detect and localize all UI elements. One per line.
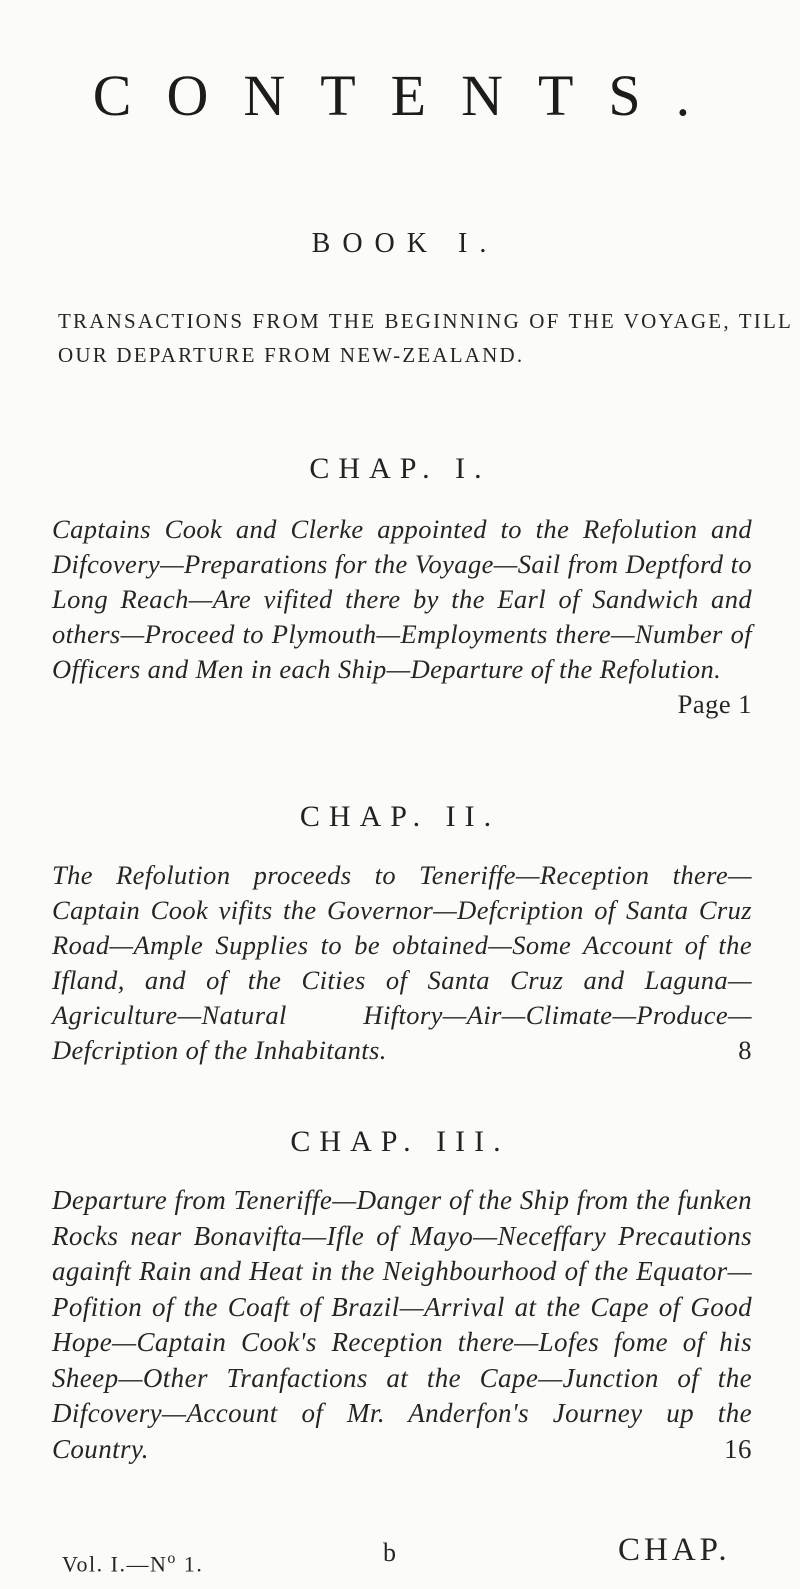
volume-signature (62, 1547, 203, 1577)
chapter-2-page: 8 (738, 1035, 752, 1065)
chapter-1-page: Page 1 (677, 689, 752, 719)
chapter-2-summary-text: The Refolution proceeds to Teneriffe—Reception there—Captain Cook vifits the Governor—Defcription of Santa Cruz Road—Ample Supplies to be obtained—Some Account of the Ifland, and of the Cities of Santa Cruz and Laguna—Agriculture—Natural Hiftory—Air—Climate—Produce—Defcription of the Inhabitants. (52, 860, 752, 1065)
chapter-3-page: 16 (724, 1433, 752, 1464)
section-title: TRANSACTIONS FROM THE BEGINNING OF THE VOYAGE, TILL OUR DEPARTURE FROM NEW-ZEALAND. (58, 309, 793, 367)
chapter-1-summary (52, 512, 752, 722)
signature-vol: Vol. I.—N (62, 1551, 168, 1577)
chapter-3-heading: CHAP. III. (290, 1125, 510, 1158)
chapter-2-heading: CHAP. II. (299, 800, 501, 833)
chapter-2-summary (52, 858, 752, 1068)
signature-mark: b (383, 1538, 396, 1567)
chapter-1-summary-text: Captains Cook and Clerke appointed to the Refolution and Difcovery—Preparations for the Voyage—Sail from Deptford to Long Reach—Are vifited there by the Earl of Sandwich and others—Proceed to Plymouth—Employments there—Number of Officers and Men in each Ship—Departure of the Refolution. (52, 514, 752, 684)
signature-sup: o (167, 1550, 177, 1567)
catchword: CHAP. (618, 1532, 731, 1568)
chapter-3-summary-text: Departure from Teneriffe—Danger of the Ship from the funken Rocks near Bonavifta—Ifle of Mayo—Neceffary Precautions againft Rain and Heat in the Neighbourhood of the Equator—Pofition of the Coaft of Brazil—Arrival at the Cape of Good Hope—Captain Cook's Reception there—Lofes fome of his Sheep—Other Tranfactions at the Cape—Junction of the Difcovery—Account of Mr. Anderfon's Journey up the Country. (52, 1185, 752, 1464)
signature-num: 1. (176, 1551, 204, 1577)
book-title: BOOK I. (311, 228, 499, 259)
chapter-1-heading: CHAP. I. (309, 452, 491, 485)
chapter-3-summary (52, 1183, 752, 1467)
contents-title: CONTENTS. (92, 63, 726, 128)
